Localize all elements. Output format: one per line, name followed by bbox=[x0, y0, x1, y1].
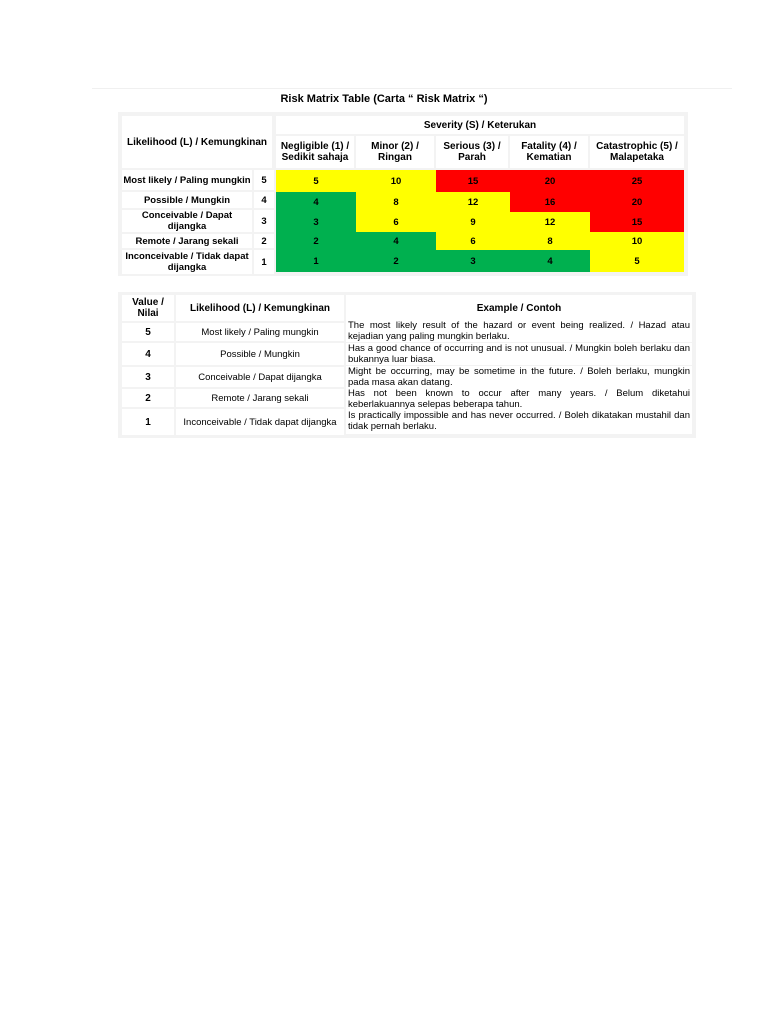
example-cell: Has not been known to occur after many years. / Belum diketahui keberlakuannya selepas beberapa tahun. bbox=[348, 388, 690, 410]
risk-cell: 15 bbox=[436, 170, 510, 192]
severity-col-3: Serious (3) / Parah bbox=[436, 136, 508, 168]
likelihood-num-5: 5 bbox=[254, 170, 274, 190]
likelihood-cell: Most likely / Paling mungkin bbox=[176, 323, 344, 341]
risk-cell: 2 bbox=[276, 232, 356, 250]
risk-cell: 5 bbox=[276, 170, 356, 192]
likelihood-cell: Remote / Jarang sekali bbox=[176, 389, 344, 407]
value-cell: 5 bbox=[122, 323, 174, 341]
severity-col-2: Minor (2) / Ringan bbox=[356, 136, 434, 168]
likelihood-cell: Conceivable / Dapat dijangka bbox=[176, 367, 344, 387]
page-title: Risk Matrix Table (Carta “ Risk Matrix “) bbox=[280, 93, 488, 105]
risk-cell: 1 bbox=[276, 250, 356, 272]
likelihood-description-table bbox=[118, 292, 696, 438]
likelihood-num-4: 4 bbox=[254, 192, 274, 208]
value-cell: 4 bbox=[122, 343, 174, 365]
risk-cell: 4 bbox=[356, 232, 436, 250]
risk-cell: 20 bbox=[510, 170, 590, 192]
risk-cell: 9 bbox=[436, 212, 510, 232]
risk-cell: 5 bbox=[590, 250, 684, 272]
likelihood-label-5: Most likely / Paling mungkin bbox=[122, 170, 252, 190]
risk-cell: 25 bbox=[590, 170, 684, 192]
risk-cell: 12 bbox=[510, 212, 590, 232]
header-value: Value / Nilai bbox=[122, 295, 174, 321]
severity-col-1: Negligible (1) / Sedikit sahaja bbox=[276, 136, 354, 168]
example-cell: The most likely result of the hazard or event being realized. / Hazad atau kejadian yang paling mungkin berlaku. bbox=[348, 320, 690, 342]
severity-col-4: Fatality (4) / Kematian bbox=[510, 136, 588, 168]
risk-cell: 6 bbox=[436, 232, 510, 250]
risk-cell: 8 bbox=[510, 232, 590, 250]
severity-header: Severity (S) / Keterukan bbox=[276, 116, 684, 134]
risk-cell: 8 bbox=[356, 192, 436, 212]
header-likelihood: Likelihood (L) / Kemungkinan bbox=[176, 295, 344, 321]
risk-cell: 15 bbox=[590, 212, 684, 232]
header-example: Example / Contoh bbox=[346, 295, 692, 321]
value-cell: 1 bbox=[122, 409, 174, 435]
risk-cell: 4 bbox=[276, 192, 356, 212]
risk-cell: 10 bbox=[356, 170, 436, 192]
likelihood-num-2: 2 bbox=[254, 234, 274, 248]
risk-cell: 16 bbox=[510, 192, 590, 212]
risk-cell: 3 bbox=[276, 212, 356, 232]
likelihood-label-3: Conceivable / Dapat dijangka bbox=[122, 210, 252, 232]
likelihood-label-2: Remote / Jarang sekali bbox=[122, 234, 252, 248]
risk-cell: 3 bbox=[436, 250, 510, 272]
likelihood-cell: Inconceivable / Tidak dapat dijangka bbox=[176, 409, 344, 435]
risk-matrix-table bbox=[118, 112, 688, 276]
severity-col-5: Catastrophic (5) / Malapetaka bbox=[590, 136, 684, 168]
example-cell: Has a good chance of occurring and is not unusual. / Mungkin boleh berlaku dan bukannya luar biasa. bbox=[348, 343, 690, 365]
likelihood-header: Likelihood (L) / Kemungkinan bbox=[122, 116, 272, 168]
example-cell: Is practically impossible and has never occurred. / Boleh dikatakan mustahil dan tidak pernah berlaku. bbox=[348, 410, 690, 432]
risk-cell: 10 bbox=[590, 232, 684, 250]
likelihood-label-4: Possible / Mungkin bbox=[122, 192, 252, 208]
risk-cell: 12 bbox=[436, 192, 510, 212]
risk-cell: 6 bbox=[356, 212, 436, 232]
likelihood-num-1: 1 bbox=[254, 250, 274, 274]
risk-cell: 4 bbox=[510, 250, 590, 272]
likelihood-num-3: 3 bbox=[254, 210, 274, 232]
example-cell: Might be occurring, may be sometime in the future. / Boleh berlaku, mungkin pada masa akan datang. bbox=[348, 366, 690, 388]
value-cell: 3 bbox=[122, 367, 174, 387]
risk-cell: 20 bbox=[590, 192, 684, 212]
likelihood-label-1: Inconceivable / Tidak dapat dijangka bbox=[122, 250, 252, 274]
page-top-border bbox=[92, 88, 732, 89]
likelihood-cell: Possible / Mungkin bbox=[176, 343, 344, 365]
risk-cell: 2 bbox=[356, 250, 436, 272]
value-cell: 2 bbox=[122, 389, 174, 407]
